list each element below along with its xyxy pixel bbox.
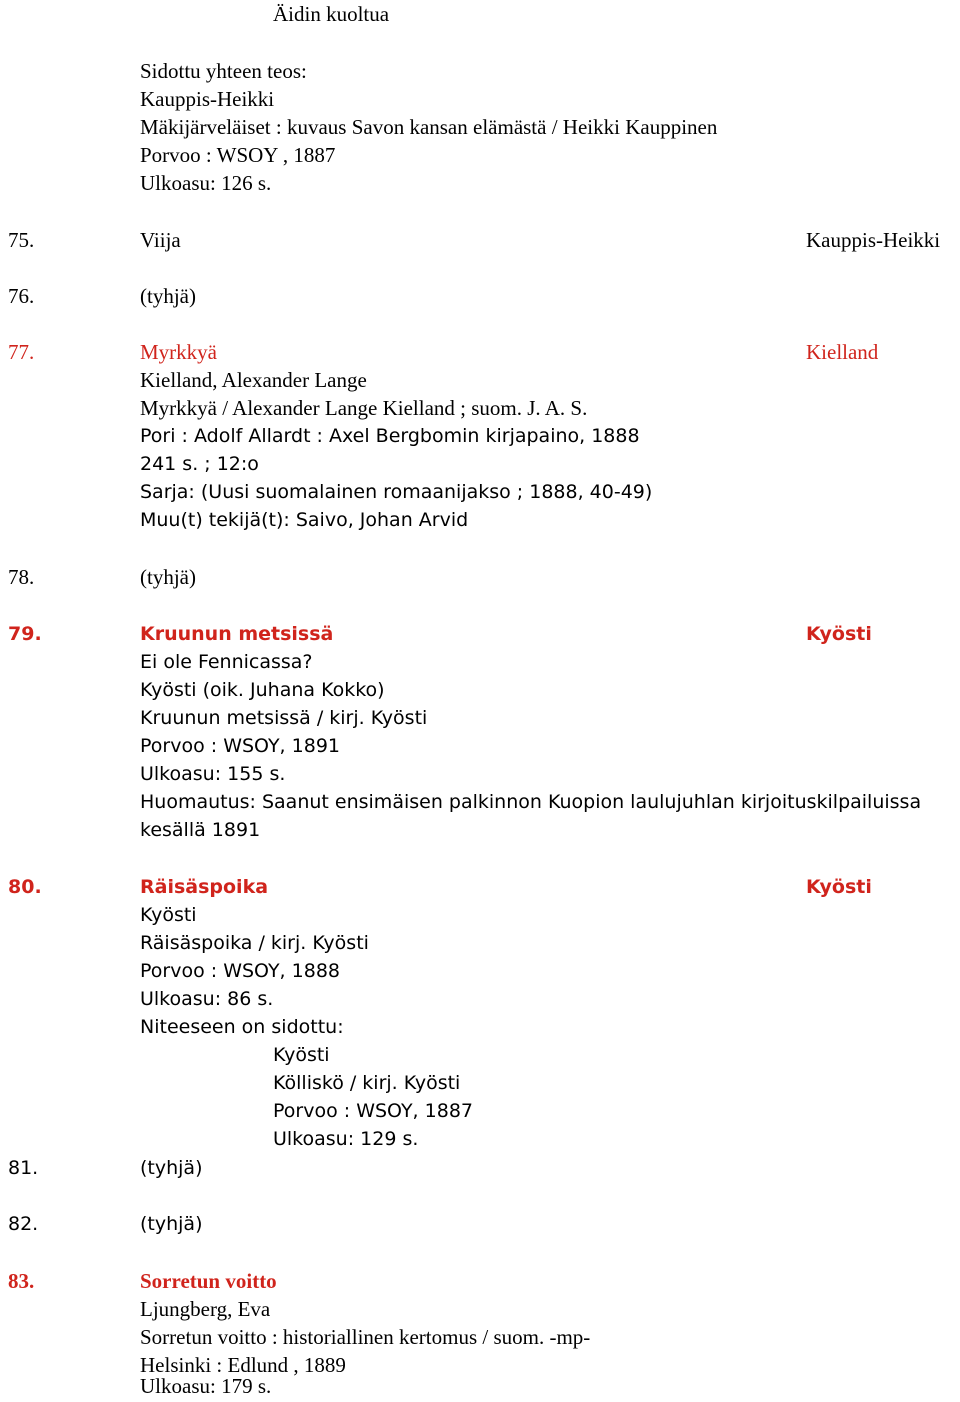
detail-line: Pori : Adolf Allardt : Axel Bergbomin kirjapaino, 1888 <box>140 425 640 447</box>
detail-line: Kyösti <box>140 904 197 926</box>
bound-work-line: Ulkoasu: 129 s. <box>273 1128 419 1150</box>
entry-number: 82. <box>8 1213 39 1235</box>
entry-author: Kielland <box>806 340 879 364</box>
entry-number: 81. <box>8 1157 39 1179</box>
entry-number: 79. <box>8 623 42 645</box>
detail-line: Ljungberg, Eva <box>140 1297 271 1321</box>
detail-line: Kauppis-Heikki <box>140 87 275 111</box>
entry-title: Myrkkyä <box>140 340 217 364</box>
detail-line: Kielland, Alexander Lange <box>140 368 367 392</box>
entry-title: (tyhjä) <box>140 284 196 308</box>
detail-line: 241 s. ; 12:o <box>140 453 259 475</box>
detail-line: kesällä 1891 <box>140 819 261 841</box>
entry-author: Kyösti <box>806 876 872 898</box>
detail-line: Kyösti (oik. Juhana Kokko) <box>140 679 385 701</box>
detail-line: Ulkoasu: 155 s. <box>140 763 286 785</box>
detail-line: Sidottu yhteen teos: <box>140 59 307 83</box>
detail-line: Ulkoasu: 86 s. <box>140 988 274 1010</box>
detail-line: Sorretun voitto : historiallinen kertomus / suom. -mp- <box>140 1325 591 1349</box>
detail-line: Mäkijärveläiset : kuvaus Savon kansan elämästä / Heikki Kauppinen <box>140 115 718 139</box>
detail-line: Kruunun metsissä / kirj. Kyösti <box>140 707 428 729</box>
entry-number: 75. <box>8 228 35 252</box>
detail-line: Porvoo : WSOY, 1891 <box>140 735 340 757</box>
entry-author: Kyösti <box>806 623 872 645</box>
detail-line: Huomautus: Saanut ensimäisen palkinnon Kuopion laulujuhlan kirjoituskilpailuissa <box>140 791 922 813</box>
entry-title: Viija <box>140 228 181 252</box>
entry-number: 76. <box>8 284 35 308</box>
detail-line: Helsinki : Edlund , 1889 <box>140 1353 346 1377</box>
entry-title: (tyhjä) <box>140 1157 203 1179</box>
detail-line: Räisäspoika / kirj. Kyösti <box>140 932 369 954</box>
detail-line: Porvoo : WSOY, 1888 <box>140 960 340 982</box>
detail-line: Sarja: (Uusi suomalainen romaanijakso ; 1888, 40-49) <box>140 481 653 503</box>
entry-title: (tyhjä) <box>140 1213 203 1235</box>
bound-work-line: Porvoo : WSOY, 1887 <box>273 1100 473 1122</box>
entry-number: 83. <box>8 1269 35 1293</box>
entry-author: Kauppis-Heikki <box>806 228 941 252</box>
entry-number: 78. <box>8 565 35 589</box>
entry-title: Sorretun voitto <box>140 1269 277 1293</box>
bound-work-line: Kyösti <box>273 1044 330 1066</box>
detail-line: Ulkoasu: 179 s. <box>140 1374 272 1398</box>
entry-title: Kruunun metsissä <box>140 623 334 645</box>
entry-title: (tyhjä) <box>140 565 196 589</box>
entry-number: 77. <box>8 340 35 364</box>
detail-line: Ulkoasu: 126 s. <box>140 171 272 195</box>
detail-line: Porvoo : WSOY , 1887 <box>140 143 336 167</box>
entry-title: Räisäspoika <box>140 876 269 898</box>
detail-line: Ei ole Fennicassa? <box>140 651 313 673</box>
section-heading: Äidin kuoltua <box>273 2 390 26</box>
detail-line: Niteeseen on sidottu: <box>140 1016 344 1038</box>
detail-line: Myrkkyä / Alexander Lange Kielland ; suom. J. A. S. <box>140 396 588 420</box>
detail-line: Muu(t) tekijä(t): Saivo, Johan Arvid <box>140 509 469 531</box>
bound-work-line: Kölliskö / kirj. Kyösti <box>273 1072 461 1094</box>
entry-number: 80. <box>8 876 42 898</box>
